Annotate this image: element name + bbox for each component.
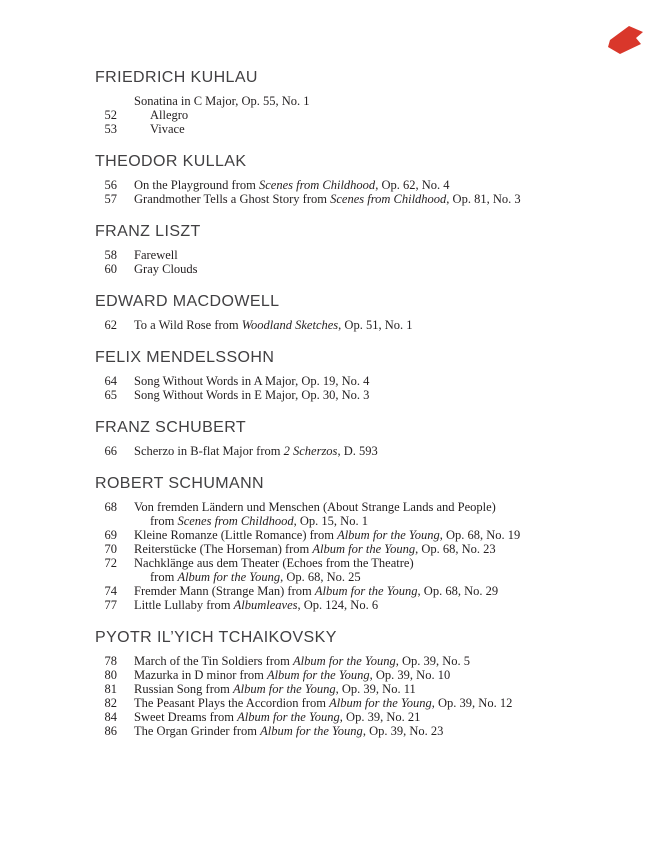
collection-title: Album for the Young [329,696,432,710]
page-number: 62 [104,318,117,332]
page-number: 78 [104,654,117,668]
title-text: , Op. 39, No. 12 [431,696,513,710]
composer-heading: FRANZ SCHUBERT [95,419,247,436]
entry-title [134,444,378,458]
page-number: 72 [104,556,117,570]
title-text: , Op. 62, No. 4 [375,178,450,192]
red-corner-mark-shape [608,26,643,54]
toc-entry [95,584,618,598]
title-text: , Op. 39, No. 5 [395,654,471,668]
composer-section [95,68,618,136]
entry-title [150,514,368,528]
page-number [95,570,117,584]
entry-title [134,388,369,402]
collection-title: Album for the Young [177,570,281,584]
toc-entry [95,444,618,458]
title-text: Song Without Words in A Major, Op. 19, No. 4 [134,374,370,388]
collection-title: Album for the Young [312,542,416,556]
toc-entry [95,388,618,402]
collection-title: Album for the Young [266,668,370,682]
collection-title: Album for the Young [337,528,440,542]
entry-title [134,724,443,738]
toc-entry [95,248,618,262]
collection-title: Album for the Young [232,682,336,696]
toc-entry [95,598,618,612]
composer-section [95,348,618,402]
toc-entry [95,668,618,682]
toc-entry [95,122,618,136]
entry-title [134,556,414,570]
title-text: , Op. 39, No. 23 [362,724,444,738]
page-number: 53 [104,122,117,136]
title-text: , Op. 68, No. 19 [439,528,521,542]
composer-section [95,152,618,206]
composer-section [95,474,618,612]
page-number: 69 [104,528,117,542]
title-text: , Op. 124, No. 6 [297,598,379,612]
entry-title [134,696,512,710]
composer-section [95,628,618,738]
composer-section [95,418,618,458]
toc-entry [95,542,618,556]
composer-heading: FELIX MENDELSSOHN [95,349,275,366]
entry-title [134,542,496,556]
entry-title [134,374,369,388]
collection-title: Album for the Young [314,584,418,598]
title-text: Song Without Words in E Major, Op. 30, No. 3 [134,388,370,402]
toc-entry [95,528,618,542]
entry-title [134,710,420,724]
entry-title [150,122,185,136]
title-text: , Op. 39, No. 21 [339,710,421,724]
page-number: 57 [104,192,117,206]
toc-entry [95,318,618,332]
toc-entry [95,178,618,192]
title-text: Grandmother Tells a Ghost Story from [134,192,331,206]
title-text: Nachklänge aus dem Theater (Echoes from the Theatre) [134,556,414,570]
page-number [95,94,117,108]
page-number: 66 [104,444,117,458]
title-text: Von fremden Ländern und Menschen (About Strange Lands and People) [134,500,496,514]
title-text: On the Playground from [134,178,259,192]
page-number: 80 [104,668,117,682]
entry-title [150,108,188,122]
collection-title: Album for the Young [260,724,363,738]
composer-heading: EDWARD MACDOWELL [95,293,280,310]
entry-title [134,654,470,668]
collection-title: Album for the Young [237,710,340,724]
title-text: Scherzo in B-flat Major from [134,444,284,458]
toc-entry [95,262,618,276]
title-text: The Peasant Plays the Accordion from [134,696,330,710]
title-text: Farewell [134,248,178,262]
title-text: , Op. 68, No. 29 [417,584,499,598]
entry-title [134,262,198,276]
entry-title [134,682,416,696]
title-text: Russian Song from [134,682,233,696]
title-text: Gray Clouds [134,262,198,276]
title-text: , Op. 81, No. 3 [446,192,521,206]
page-number: 81 [104,682,117,696]
entry-title [134,500,496,514]
page-number: 52 [104,108,117,122]
toc-entry [95,696,618,710]
entry-title [134,178,450,192]
title-text: , Op. 15, No. 1 [293,514,368,528]
composer-heading: PYOTR IL’YICH TCHAIKOVSKY [95,629,337,646]
composer-heading: FRIEDRICH KUHLAU [95,69,258,86]
collection-title: Woodland Sketches [241,318,339,332]
entry-title [134,584,498,598]
red-corner-mark [608,25,644,55]
entry-title [134,94,310,108]
collection-title: Scenes from Childhood [258,178,376,192]
page-number: 86 [104,724,117,738]
title-text: To a Wild Rose from [134,318,242,332]
entry-title [134,248,178,262]
entry-title [134,598,378,612]
title-text: Little Lullaby from [134,598,234,612]
title-text: The Organ Grinder from [134,724,261,738]
title-text: , Op. 39, No. 10 [369,668,451,682]
title-text: March of the Tin Soldiers from [134,654,294,668]
page-number: 68 [104,500,117,514]
title-text: Fremder Mann (Strange Man) from [134,584,315,598]
title-text: Sweet Dreams from [134,710,238,724]
title-text: Mazurka in D minor from [134,668,267,682]
toc-entry [95,682,618,696]
title-text: Kleine Romanze (Little Romance) from [134,528,338,542]
toc-entry [95,192,618,206]
toc-entry [95,556,618,570]
page-number: 56 [104,178,117,192]
toc-entry [95,374,618,388]
title-text: , Op. 68, No. 25 [280,570,361,584]
page-number: 70 [104,542,117,556]
toc [95,68,618,754]
title-text: from [150,514,178,528]
page-number: 82 [104,696,117,710]
title-text: , Op. 51, No. 1 [338,318,413,332]
entry-title [134,668,450,682]
toc-entry [95,514,618,528]
toc-entry [95,108,618,122]
title-text: Vivace [150,122,185,136]
toc-entry [95,724,618,738]
title-text: Reiterstücke (The Horseman) from [134,542,313,556]
collection-title: Scenes from Childhood [330,192,447,206]
entry-title [150,570,361,584]
title-text: from [150,570,178,584]
title-text: Allegro [150,108,189,122]
toc-entry [95,570,618,584]
page-number [95,514,117,528]
entry-title [134,192,521,206]
page-number: 60 [104,262,117,276]
composer-heading: FRANZ LISZT [95,223,201,240]
title-text: , D. 593 [337,444,378,458]
toc-entry [95,654,618,668]
composer-section [95,222,618,276]
composer-section [95,292,618,332]
page-number: 77 [104,598,117,612]
collection-title: Album for the Young [293,654,396,668]
title-text: , Op. 68, No. 23 [415,542,496,556]
entry-title [134,528,520,542]
title-text: , Op. 39, No. 11 [335,682,416,696]
collection-title: 2 Scherzos [283,444,338,458]
page-number: 74 [104,584,117,598]
composer-heading: THEODOR KULLAK [95,153,247,170]
page-number: 64 [104,374,117,388]
page-number: 58 [104,248,117,262]
collection-title: Albumleaves [233,598,298,612]
collection-title: Scenes from Childhood [177,514,294,528]
toc-entry [95,94,618,108]
toc-entry [95,500,618,514]
composer-heading: ROBERT SCHUMANN [95,475,264,492]
toc-entry [95,710,618,724]
page-number: 65 [104,388,117,402]
entry-title [134,318,412,332]
page-number: 84 [104,710,117,724]
title-text: Sonatina in C Major, Op. 55, No. 1 [134,94,310,108]
